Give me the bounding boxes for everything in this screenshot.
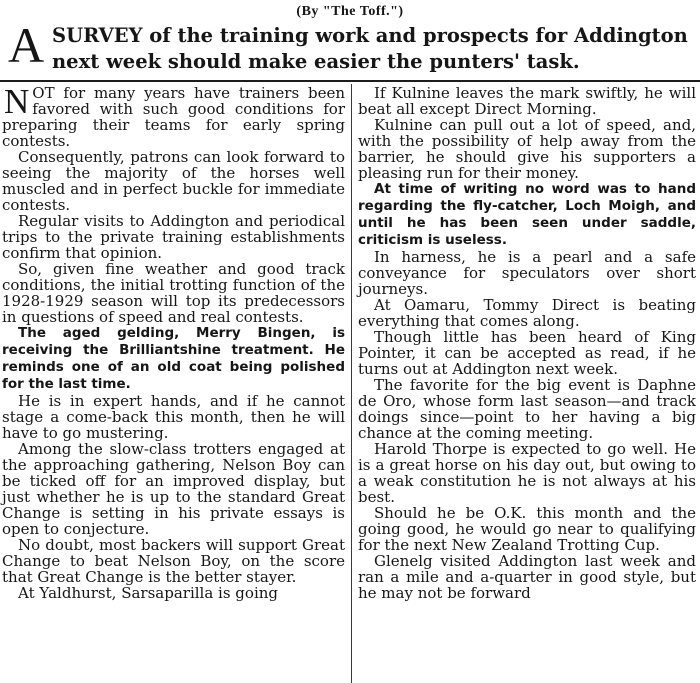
paragraph: The favorite for the big event is Daphne de Oro, whose form last season—and track doings since—point to her having a big chance at the coming meeting. <box>358 376 696 442</box>
headline-rule <box>0 80 700 82</box>
paragraph: Regular visits to Addington and periodical trips to the private training establishments confirm that opinion. <box>2 212 345 262</box>
paragraph-continued: At Yaldhurst, Sarsaparilla is going <box>18 584 279 602</box>
highlight-paragraph-merry-bingen: The aged gelding, Merry Bingen, is receiving the Brilliantshine treatment. He reminds one of an old coat being polished for the last time. <box>2 325 345 392</box>
paragraph: Consequently, patrons can look forward to seeing the majority of the horses well muscled and in perfect buckle for immediate contests. <box>2 148 345 214</box>
paragraph: He is in expert hands, and if he cannot stage a come-back this month, then he will have to go mustering. <box>2 392 345 442</box>
paragraph: Among the slow-class trotters engaged at the approaching gathering, Nelson Boy can be ticked off for an improved display, but just whether he is up to the standard Great Change is setting in his private essays is open to conjecture. <box>2 440 345 538</box>
right-column <box>358 84 696 602</box>
column-divider <box>351 84 352 683</box>
paragraph: Though little has been heard of King Pointer, it can be accepted as read, if he turns out at Addington next week. <box>358 328 696 378</box>
opening-paragraph-text: OT for many years have trainers been favored with such good conditions for preparing their teams for early spring contests. <box>2 84 345 150</box>
headline <box>8 17 698 80</box>
headline-line-2: next week should make easier the punters' task. <box>52 50 580 73</box>
paragraph: No doubt, most backers will support Great Change to beat Nelson Boy, on the score that Great Change is the better stayer. <box>2 536 345 586</box>
paragraph: If Kulnine leaves the mark swiftly, he will beat all except Direct Morning. <box>358 84 696 118</box>
left-column <box>2 82 345 602</box>
paragraph: Kulnine can pull out a lot of speed, and, with the possibility of help away from the barrier, he should give his supporters a pleasing run for their money. <box>358 116 696 182</box>
opening-paragraph <box>2 82 345 150</box>
paragraph: Should he be O.K. this month and the going good, he would go near to qualifying for the next New Zealand Trotting Cup. <box>358 504 696 554</box>
headline-drop-cap: A <box>8 17 45 73</box>
byline: (By "The Toff.") <box>296 4 404 19</box>
highlight-paragraph-loch-moigh: At time of writing no word was to hand regarding the fly-catcher, Loch Moigh, and until he has been seen under saddle, criticism is useless. <box>358 181 696 248</box>
paragraph: Harold Thorpe is expected to go well. He is a great horse on his day out, but owing to a weak constitution he is not always at his best. <box>358 440 696 506</box>
paragraph: So, given fine weather and good track conditions, the initial trotting function of the 1928-1929 season will top its predecessors in questions of speed and real contests. <box>2 260 345 326</box>
headline-line-1: SURVEY of the training work and prospects for Addington <box>52 24 688 47</box>
drop-cap-n: N <box>4 82 30 121</box>
paragraph-continued: Glenelg visited Addington last week and ran a mile and a-quarter in good style, but he may not be forward <box>358 552 696 602</box>
paragraph: At Oamaru, Tommy Direct is beating everything that comes along. <box>358 296 696 330</box>
paragraph: In harness, he is a pearl and a safe conveyance for speculators over short journeys. <box>358 248 696 298</box>
